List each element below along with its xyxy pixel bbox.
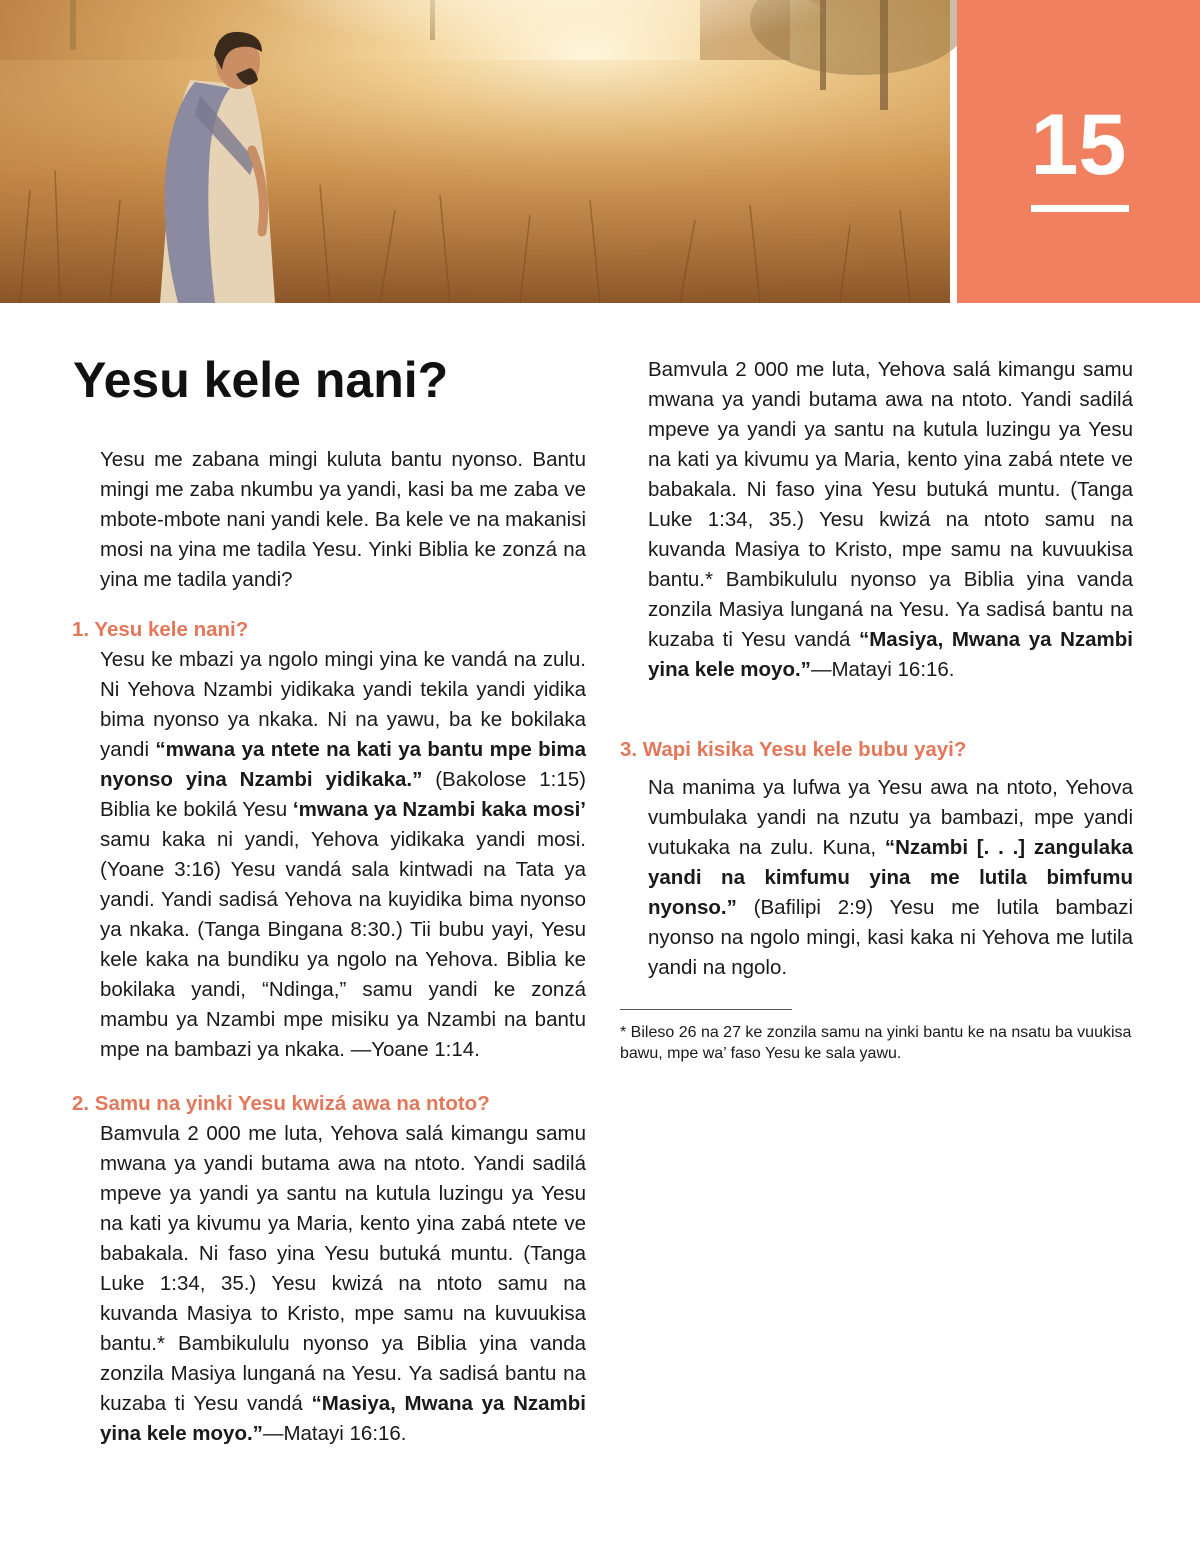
text-run: Bamvula 2 000 me luta, Yehova salá kimangu samu mwana ya yandi butama awa na ntoto. Yandi sadilá mpeve ya yandi ya santu na kutula luzingu ya Yesu na kati ya kivumu ya Maria, kento yina zabá ntete ve babakala. Ni faso yina Yesu butuká muntu. (Tanga Luke 1:34, 35.) Yesu kwizá na ntoto samu na kuvanda Masiya to Kristo, mpe samu na kuvuukisa bantu.* Bambikululu nyonso ya Biblia yina vanda zonzila Masiya lunganá na Yesu. Ya sadisá bantu na kuzaba ti Yesu vandá <box>648 358 1133 651</box>
bold-quote: “mwana ya ntete na kati ya bantu mpe bima nyonso yina Nzambi yidikaka.” <box>100 738 586 791</box>
footnote-divider <box>620 1009 792 1010</box>
question-1-heading: 1. Yesu kele nani? <box>72 618 249 641</box>
text-run: samu kaka ni yandi, Yehova yidikaka yandi mosi. (Yoane 3:16) Yesu vandá sala kintwadi na Tata ya yandi. Yandi sadisá Yehova na kuyidika bima nyonso ya nkaka. (Tanga Bingana 8:30.) Tii bubu yayi, Yesu kele kaka na bundiku ya ngolo na Yehova. Biblia ke bokilaka yandi, “Ndinga,” samu yandi ke zonzá mambu ya Nzambi mpe misiku ya Nzambi na bantu mpe na bambazi ya nkaka. —Yoane 1:14. <box>100 828 586 1061</box>
question-3-body <box>620 773 1133 983</box>
question-3-heading: 3. Wapi kisika Yesu kele bubu yayi? <box>620 738 967 761</box>
hero-image <box>0 0 950 303</box>
footnote: * Bileso 26 na 27 ke zonzila samu na yinki bantu ke na nsatu ba vuukisa bawu, mpe wa’ faso Yesu ke sala yawu. <box>620 1024 1132 1062</box>
text-run: (Bakolose 1:15) Biblia ke bokilá Yesu <box>100 768 587 821</box>
hero-illustration <box>0 0 950 303</box>
question-1-body <box>72 645 586 1065</box>
bold-quote: ‘mwana ya Nzambi kaka mosi’ <box>292 798 586 821</box>
question-2-body-continued <box>620 358 1133 715</box>
bold-quote: “Masiya, Mwana ya Nzambi yina kele moyo.” <box>100 1392 587 1445</box>
bold-quote: “Nzambi [. . .] zangulaka yandi na kimfumu yina me lutila bimfumu nyonso.” <box>648 836 1133 919</box>
left-column <box>72 445 587 1445</box>
text-run: (Bafilipi 2:9) Yesu me lutila bambazi nyonso na ngolo mingi, kasi kaka ni Yehova me lutila yandi na ngolo. <box>648 896 1133 979</box>
text-run: —Matayi 16:16. <box>262 1422 407 1445</box>
text-run: Bamvula 2 000 me luta, Yehova salá kimangu samu mwana ya yandi butama awa na ntoto. Yandi sadilá mpeve ya yandi ya santu na kutula luzingu ya Yesu na kati ya kivumu ya Maria, kento yina zabá ntete ve babakala. Ni faso yina Yesu butuká muntu. (Tanga Luke 1:34, 35.) Yesu kwizá na ntoto samu na kuvanda Masiya to Kristo, mpe samu na kuvuukisa bantu.* Bambikululu nyonso ya Biblia yina vanda zonzila Masiya lunganá na Yesu. Ya sadisá bantu na kuzaba ti Yesu vandá <box>100 1122 586 1415</box>
text-run: —Matayi 16:16. <box>810 658 955 681</box>
intro-paragraph: Yesu me zabana mingi kuluta bantu nyonso. Bantu mingi me zaba nkumbu ya yandi, kasi ba me zaba ve mbote-mbote nani yandi kele. Ba kele ve na makanisi mosi na yina me tadila Yesu. Yinki Biblia ke zonzá na yina me tadila yandi? <box>100 448 586 591</box>
question-2-heading: 2. Samu na yinki Yesu kwizá awa na ntoto? <box>72 1092 490 1115</box>
continued-text <box>648 355 1133 685</box>
question-2-body <box>72 1119 587 1445</box>
text-run: Yesu ke mbazi ya ngolo mingi yina ke vandá na zulu. Ni Yehova Nzambi yidikaka yandi tekila yandi yidika bima nyonso ya nkaka. Ni na yawu, ba ke bokilaka yandi <box>100 648 586 761</box>
text-run: Na manima ya lufwa ya Yesu awa na ntoto, Yehova vumbulaka yandi na nzutu ya bambazi, mpe yandi vutukaka na zulu. Kuna, <box>648 776 1133 859</box>
bold-quote: “Masiya, Mwana ya Nzambi yina kele moyo.” <box>648 628 1133 681</box>
right-column <box>620 358 1133 1064</box>
lesson-number-box <box>957 0 1200 303</box>
page-title: Yesu kele nani? <box>73 352 449 408</box>
lesson-number: 15 <box>1030 97 1127 193</box>
lesson-number-underline <box>1031 205 1129 212</box>
